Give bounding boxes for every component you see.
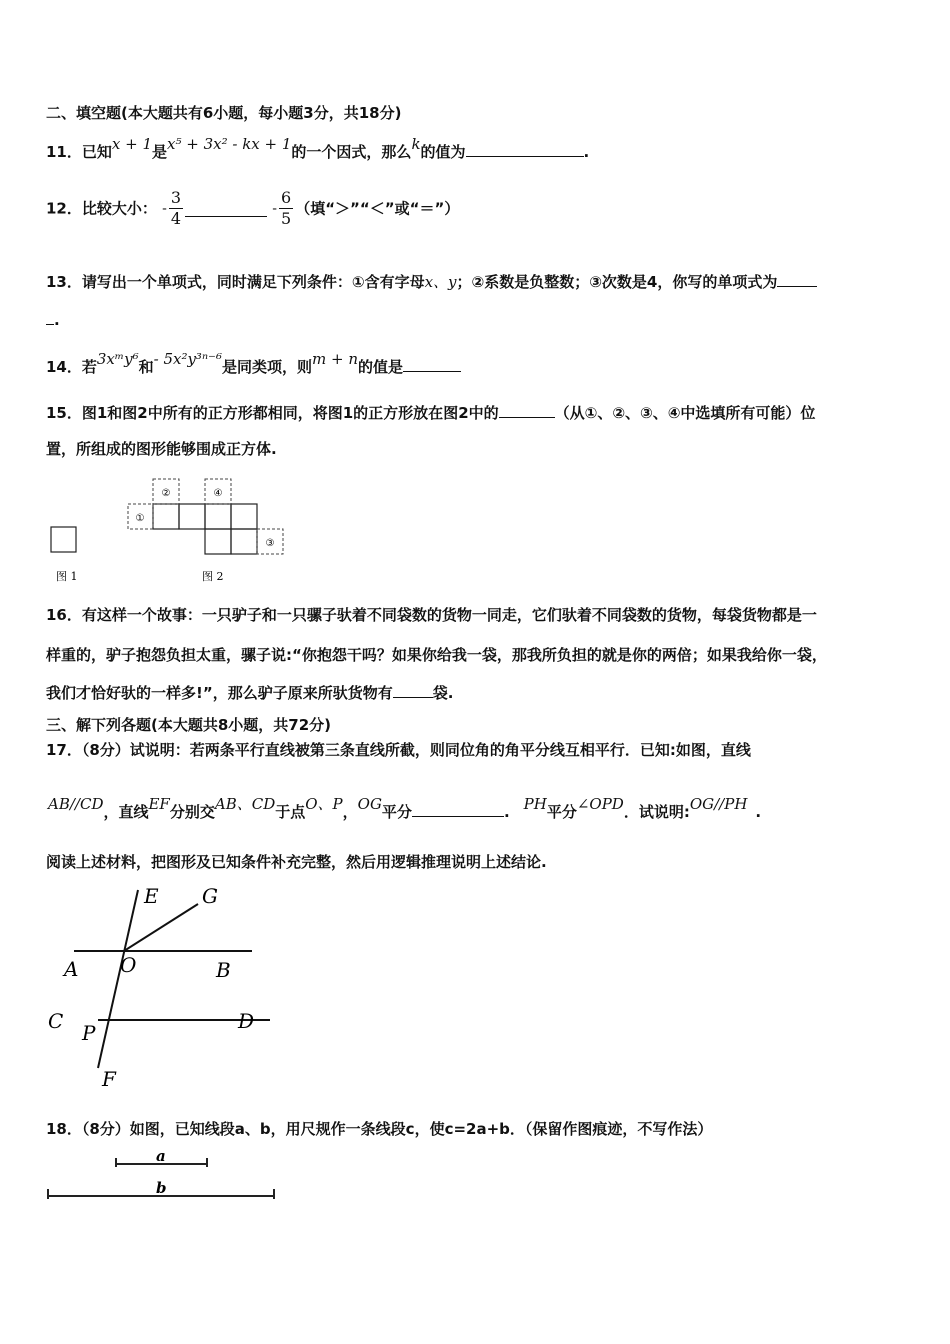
- q11-text-3: 的一个因式，那么: [291, 143, 412, 161]
- question-17-line-2: [48, 795, 762, 822]
- q17-math-abcd: AB//CD: [48, 795, 104, 813]
- q11-text-1: 已知: [81, 143, 112, 161]
- q11-text-2: 是: [152, 143, 168, 161]
- q14-text-2: 和: [138, 358, 154, 376]
- q11-number: 11．: [46, 143, 82, 161]
- q15-figures: [40, 470, 300, 590]
- q17-text-6: .: [503, 803, 510, 821]
- q11-math-3: k: [411, 135, 421, 153]
- section-3-title: 三、解下列各题(本大题共8小题，共72分): [46, 716, 332, 734]
- q16-text-3a: 我们才恰好驮的一样多!”，那么驴子原来所驮货物有: [46, 684, 393, 702]
- q15-answer-blank[interactable]: [499, 401, 555, 418]
- q14-text-1: 若: [81, 358, 97, 376]
- q11-text-4: 的值为: [420, 143, 466, 161]
- label-E: E: [144, 884, 159, 908]
- candidate-2-mark: ②: [161, 488, 171, 499]
- question-12: [46, 188, 459, 229]
- q17-math-ab-cd: AB、CD: [214, 795, 276, 813]
- figure-2-net: [153, 504, 257, 554]
- q12-fraction-1-denominator: 4: [170, 209, 182, 228]
- q16-text-3b: 袋.: [432, 684, 454, 702]
- q18-figure: [40, 1145, 285, 1205]
- ray-og: [124, 904, 198, 951]
- line-ef: [98, 890, 138, 1068]
- q13-text-2: ；②系数是负整数；③次数是4，你写的单项式为: [456, 273, 778, 291]
- q12-fraction-1-sign: -: [162, 200, 167, 217]
- q11-answer-blank[interactable]: [466, 140, 584, 157]
- question-17-line-3: 阅读上述材料，把图形及已知条件补充完整，然后用逻辑推理说明上述结论.: [46, 853, 547, 871]
- q17-math-og: OG: [357, 795, 382, 813]
- q12-fraction-2-sign: -: [272, 200, 278, 217]
- q13-number: 13．: [46, 273, 82, 291]
- q17-math-angle: ∠OPD: [576, 795, 624, 813]
- q17-answer-blank[interactable]: [412, 800, 504, 817]
- q11-math-1: x + 1: [111, 135, 152, 153]
- q14-number: 14．: [46, 358, 82, 376]
- label-O: O: [120, 953, 137, 977]
- q13-end: .: [54, 311, 60, 329]
- q12-text-1: 比较大小：: [81, 199, 157, 218]
- q17-text-1: ，直线: [103, 803, 149, 821]
- q17-text-4: ，: [342, 803, 358, 821]
- section-2-title: 二、填空题(本大题共有6小题，每小题3分，共18分): [46, 104, 402, 122]
- q14-text-3: 是同类项，则: [221, 358, 312, 376]
- q17-math-ph: PH: [523, 795, 547, 813]
- q13-vars: x、y: [424, 273, 457, 291]
- label-P: P: [82, 1021, 96, 1045]
- q11-math-2: x⁵ + 3x² - kx + 1: [167, 135, 292, 153]
- q17-text-9: .: [755, 803, 762, 821]
- question-11: [46, 135, 590, 162]
- q17-text-5: 平分: [381, 803, 412, 821]
- q12-fraction-1: [169, 188, 183, 229]
- q12-fraction-1-numerator: 3: [170, 188, 182, 207]
- q17-math-ef: EF: [148, 795, 170, 813]
- question-13: [46, 270, 817, 292]
- q16-answer-blank[interactable]: [393, 681, 433, 698]
- question-13-cont: [46, 308, 60, 330]
- figure-1-label: 图 1: [56, 570, 78, 583]
- q14-math-2: - 5x²y³ⁿ⁻⁶: [153, 350, 222, 368]
- q17-figure: [40, 878, 280, 1093]
- question-15-line-2: 置，所组成的图形能够围成正方体.: [46, 440, 277, 458]
- label-D: D: [238, 1009, 255, 1033]
- label-F: F: [102, 1067, 116, 1091]
- segment-b-label: b: [156, 1179, 167, 1197]
- q14-math-3: m + n: [311, 350, 358, 368]
- question-16-line-1: 16．有这样一个故事：一只驴子和一只骡子驮着不同袋数的货物一同走，它们驮着不同袋数的货物，每袋货物都是一: [46, 606, 817, 624]
- q13-answer-blank-1[interactable]: [777, 270, 817, 287]
- segment-a-label: a: [156, 1147, 166, 1165]
- q17-math-op: O、P: [305, 795, 343, 813]
- question-14: [46, 350, 461, 377]
- figure-2-label: 图 2: [202, 570, 224, 583]
- question-16-line-3: [46, 681, 453, 703]
- q12-fraction-2-denominator: 5: [281, 209, 292, 228]
- q17-text-3: 于点: [275, 803, 306, 821]
- q12-fraction-2-numerator: 6: [281, 188, 292, 207]
- q13-text-1: 请写出一个单项式，同时满足下列条件：①含有字母: [81, 273, 425, 291]
- q17-math-ogph: OG//PH: [689, 795, 748, 813]
- candidate-4-mark: ④: [213, 488, 223, 499]
- q14-math-1: 3xᵐy⁶: [96, 350, 139, 368]
- q12-fraction-2: [279, 188, 293, 229]
- question-16-line-2: 样重的，驴子抱怨负担太重，骡子说:“你抱怨干吗？如果你给我一袋，那我所负担的就是你的两倍；如果我给你一袋，: [46, 646, 827, 664]
- q15-text-1: 15．图1和图2中所有的正方形都相同，将图1的正方形放在图2中的: [46, 404, 499, 422]
- q14-answer-blank[interactable]: [403, 355, 461, 372]
- candidate-1-mark: ①: [135, 513, 145, 524]
- q11-end: .: [583, 143, 590, 161]
- label-G: G: [202, 884, 218, 908]
- figure-1-square: [51, 527, 76, 552]
- q12-answer-blank[interactable]: [185, 200, 267, 217]
- q17-text-8: ．试说明:: [623, 803, 690, 821]
- candidate-3-mark: ③: [265, 538, 275, 549]
- q17-text-2: 分别交: [169, 803, 215, 821]
- label-A: A: [64, 957, 79, 981]
- q13-answer-blank-2[interactable]: [46, 308, 54, 325]
- label-C: C: [48, 1009, 64, 1033]
- question-15-line-1: [46, 401, 815, 423]
- label-B: B: [216, 958, 231, 982]
- question-17-line-1: 17．（8分）试说明：若两条平行直线被第三条直线所截，则同位角的角平分线互相平行．已知:如图，直线: [46, 741, 751, 759]
- q12-text-2: （填“＞”“＜”或“＝”）: [295, 199, 460, 218]
- q15-text-2: （从①、②、③、④中选填所有可能）位: [554, 404, 816, 422]
- q14-text-4: 的值是: [357, 358, 403, 376]
- question-18: 18．（8分）如图，已知线段a、b，用尺规作一条线段c，使c=2a+b．（保留作图痕迹，不写作法）: [46, 1120, 713, 1138]
- q12-number: 12．: [46, 199, 82, 218]
- q17-text-7: 平分: [546, 803, 577, 821]
